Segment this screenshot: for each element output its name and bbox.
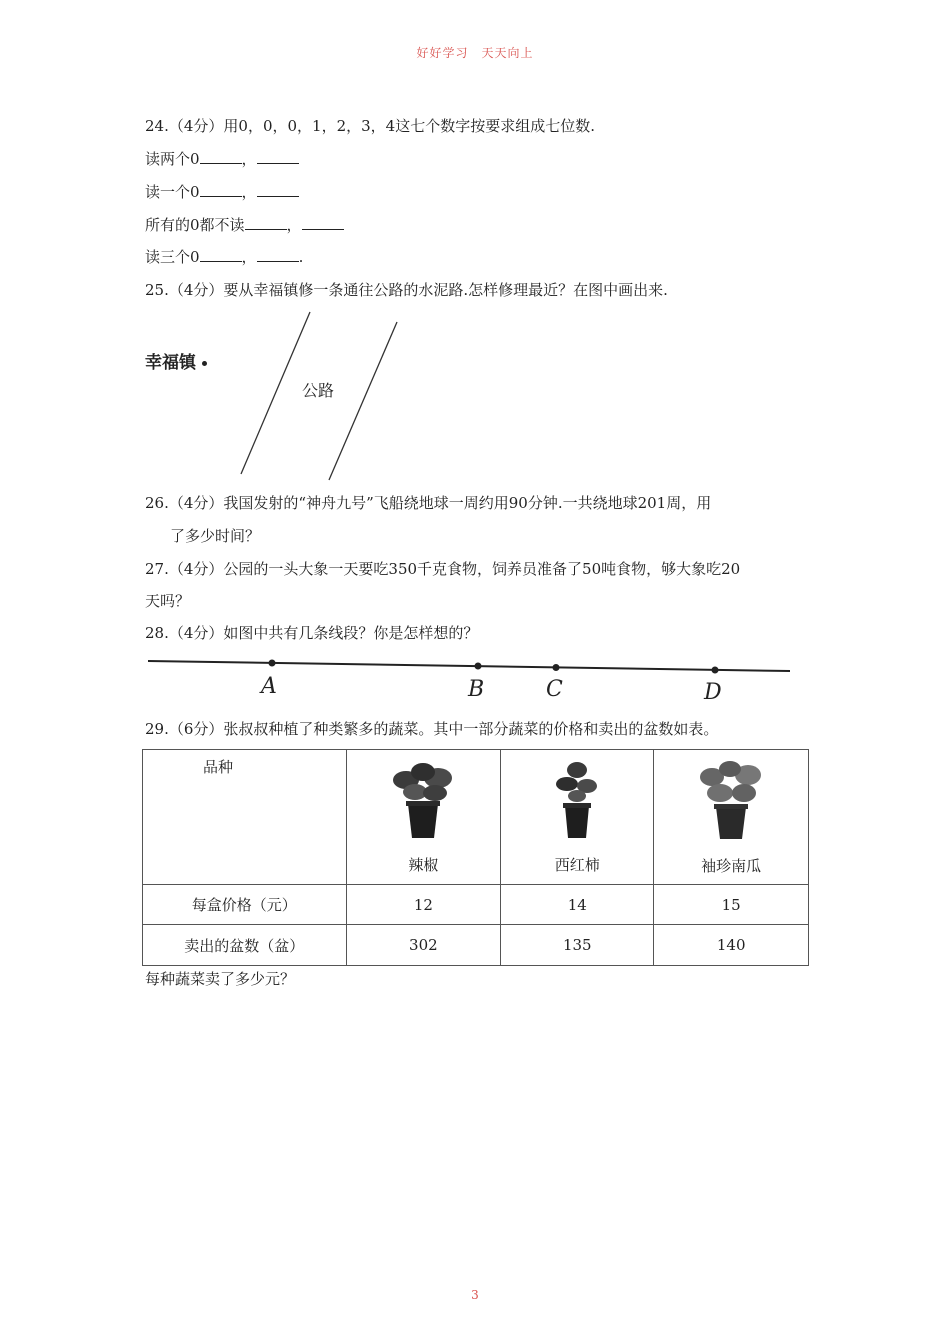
point-d [712,667,719,674]
q24-line-1: 读两个0 ， [145,148,299,170]
variety-cell [654,750,809,885]
point-b [475,663,482,670]
table-row [143,750,809,885]
q29-question: 每种蔬菜卖了多少元？ [145,970,296,988]
point-label-a: A [261,674,277,699]
answer-blank[interactable] [200,247,242,262]
row-label: 每盒价格（元） [143,885,347,925]
answer-blank[interactable] [200,149,242,164]
pepper-plant-icon [388,760,458,840]
answer-blank[interactable] [200,182,242,197]
town-label: 幸福镇 [145,353,196,373]
road-label: 公路 [302,381,335,400]
row-label: 卖出的盆数（盆） [143,925,347,966]
q27-line-1: 27.（4分）公园的一头大象一天要吃350千克食物，饲养员准备了50吨食物，够大象吃20 [145,560,741,578]
q26-line-1: 26.（4分）我国发射的“神舟九号”飞船绕地球一周约用90分钟.一共绕地球201周，用 [145,494,712,512]
point-label-c: C [546,677,563,702]
q27-line-2: 天吗？ [145,592,191,610]
q29-stem: 29.（6分）张叔叔种植了种类繁多的蔬菜。其中一部分蔬菜的价格和卖出的盆数如表。 [145,720,719,738]
point-label-d: D [704,680,722,705]
table-cell: 302 [346,925,501,966]
mini-pumpkin-plant-icon [696,759,766,841]
page-header: 好好学习 天天向上 [416,46,534,60]
road-edge-right [329,322,397,480]
q25-stem: 25.（4分）要从幸福镇修一条通往公路的水泥路.怎样修理最近？在图中画出来. [145,281,668,299]
table-cell: 12 [346,885,501,925]
table-cell: 140 [654,925,809,966]
table-row [143,885,809,925]
variety-cell [346,750,501,885]
table-cell: 15 [654,885,809,925]
road-edge-left [241,312,310,474]
q24-line-3: 所有的0都不读 ， [145,214,344,236]
road-lines [140,308,420,483]
q24-line-4: 读三个0 ， . [145,248,304,266]
answer-blank[interactable] [245,215,287,230]
answer-blank[interactable] [257,149,299,164]
table-header-variety: 品种 [143,750,347,885]
page-number: 3 [471,1288,479,1302]
variety-label: 辣椒 [408,855,439,874]
answer-blank[interactable] [302,215,344,230]
q28-stem: 28.（4分）如图中共有几条线段？你是怎样想的？ [145,624,479,642]
variety-label: 袖珍南瓜 [701,856,762,875]
q24-stem: 24.（4分）用0，0，0，1，2，3，4这七个数字按要求组成七位数. [145,117,595,135]
table-cell: 14 [501,885,654,925]
point-c [553,664,560,671]
table-cell: 135 [501,925,654,966]
variety-cell [501,750,654,885]
vegetable-table [142,749,809,966]
answer-blank[interactable] [257,247,299,262]
point-label-b: B [468,677,485,702]
tomato-plant-icon [547,760,607,840]
town-road-figure [140,308,420,483]
answer-blank[interactable] [257,182,299,197]
segment-figure [145,652,795,707]
table-row [143,925,809,966]
q26-line-2: 了多少时间？ [170,527,261,545]
q24-line-2: 读一个0 ， [145,181,299,203]
point-a [269,660,276,667]
variety-label: 西红柿 [554,855,600,874]
